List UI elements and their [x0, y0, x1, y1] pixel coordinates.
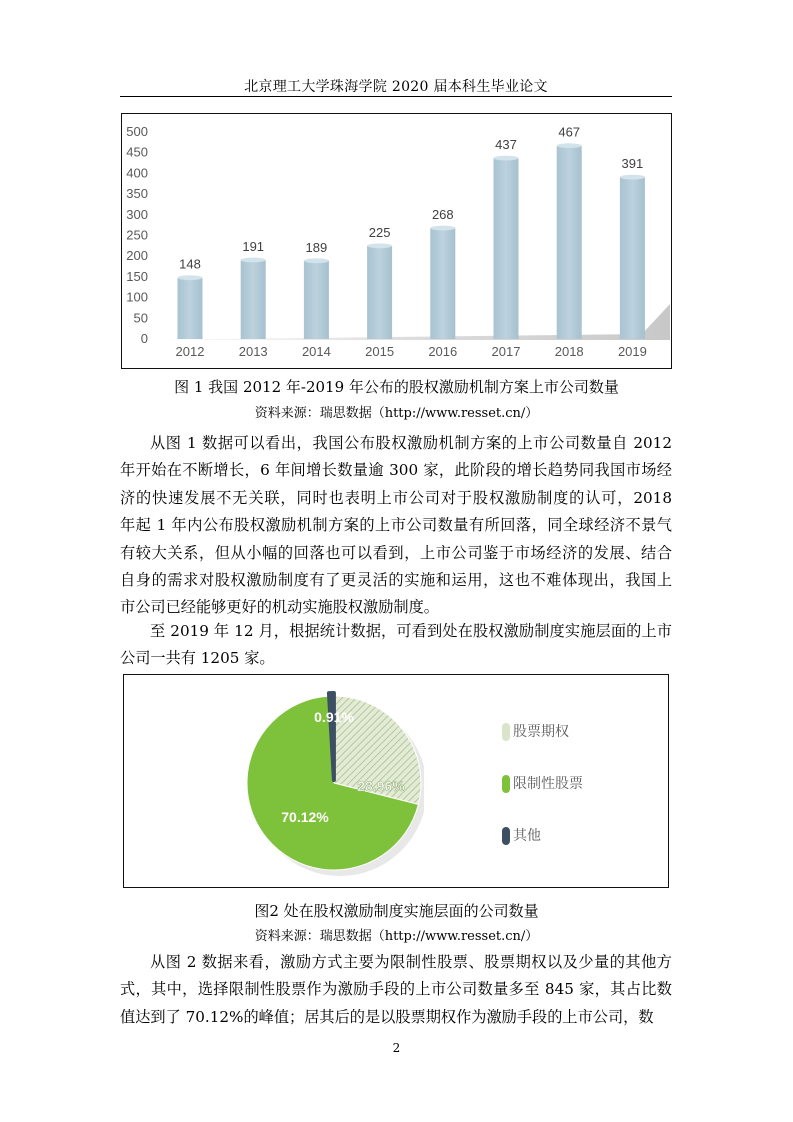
- figure-2-caption: 图2 处在股权激励制度实施层面的公司数量: [254, 902, 539, 920]
- x-tick-label: 2016: [428, 344, 458, 359]
- data-label: 467: [558, 124, 581, 140]
- data-label: 191: [242, 238, 265, 254]
- bar-cap: [304, 258, 329, 263]
- pie-chart: [124, 675, 424, 886]
- bar-cap: [430, 226, 455, 231]
- bar-cap: [178, 275, 203, 280]
- paragraph-line: 济的快速发展不无关联，同时也表明上市公司对于股权激励制度的认可，2018: [120, 488, 672, 507]
- legend-label: 其他: [513, 828, 541, 844]
- paragraph-line: 式，其中，选择限制性股票作为激励手段的上市公司数量多至 845 家，其占比数: [120, 980, 672, 999]
- slice-label: 70.12%: [281, 809, 329, 825]
- bar: [557, 146, 582, 339]
- paragraph-2: [120, 618, 672, 673]
- bar: [430, 228, 455, 339]
- data-label: 437: [495, 137, 517, 153]
- y-tick-label: 300: [126, 206, 148, 222]
- bar-cap: [494, 156, 519, 161]
- chart-floor-shadow: [140, 304, 670, 340]
- paragraph-line: 年开始在不断增长，6 年间增长数量逾 300 家，此阶段的增长趋势同我国市场经: [120, 461, 672, 480]
- legend-item: [502, 721, 569, 741]
- bar: [178, 278, 203, 339]
- bar: [304, 261, 329, 339]
- chart-floor: [140, 304, 670, 340]
- legend-label: 限制性股票: [513, 776, 583, 792]
- paragraph-line: 值达到了 70.12%的峰值；居其后的是以股票期权作为激励手段的上市公司，数: [120, 1007, 654, 1026]
- paragraph-line: 市公司已经能够更好的机动实施股权激励制度。: [120, 598, 439, 617]
- y-tick-label: 200: [126, 248, 148, 264]
- paragraph-line: 年起 1 年内公布股权激励机制方案的上市公司数量有所回落，同全球经济不景气: [120, 516, 672, 535]
- x-tick-label: 2019: [617, 344, 647, 359]
- data-label: 391: [621, 156, 644, 172]
- running-header: 北京理工大学珠海学院 2020 届本科生毕业论文: [244, 79, 548, 95]
- legend-item: [502, 773, 583, 793]
- bar-cap: [241, 258, 266, 263]
- figure-2-frame: [123, 674, 669, 888]
- x-tick-label: 2015: [365, 344, 395, 359]
- data-label: 268: [431, 207, 454, 223]
- x-tick-label: 2018: [554, 344, 584, 359]
- figure-1-source: 资料来源：瑞思数据（http://www.resset.cn/）: [254, 406, 539, 421]
- bar-series: [178, 125, 645, 339]
- slice-label: 28.96%: [357, 778, 405, 794]
- pie-legend: [502, 713, 662, 863]
- x-tick-label: 2017: [491, 344, 521, 359]
- bar-cap: [367, 243, 392, 248]
- legend-item: [502, 825, 541, 845]
- bar-cap: [557, 143, 582, 148]
- y-tick-label: 450: [126, 144, 148, 160]
- y-tick-label: 250: [126, 227, 148, 243]
- y-tick-label: 150: [126, 268, 148, 284]
- y-tick-label: 100: [126, 289, 148, 305]
- page-number: 2: [392, 1041, 401, 1055]
- x-tick-label: 2014: [301, 344, 331, 359]
- figure-1-frame: [121, 113, 672, 369]
- paragraph-line: 至 2019 年 12 月，根据统计数据，可看到处在股权激励制度实施层面的上市: [150, 622, 672, 640]
- paragraph-line: 自身的需求对股权激励制度有了更灵活的实施和运用，这也不难体现出，我国上: [120, 571, 672, 590]
- legend-swatch: [502, 775, 510, 793]
- data-label: 148: [179, 256, 201, 272]
- bar: [367, 246, 392, 339]
- y-axis: [126, 124, 148, 346]
- y-tick-label: 500: [126, 124, 148, 139]
- paragraph-line: 公司一共有 1205 家。: [120, 649, 275, 668]
- y-tick-label: 400: [126, 165, 148, 181]
- paragraph-1: [120, 430, 672, 622]
- paragraph-3: [120, 949, 672, 1031]
- legend-label: 股票期权: [513, 724, 569, 740]
- bar-cap: [620, 175, 645, 180]
- bar: [494, 158, 519, 339]
- data-label: 225: [368, 224, 391, 240]
- x-tick-label: 2013: [238, 344, 268, 359]
- data-label: 189: [305, 239, 328, 255]
- paragraph-line: 有较大关系，但从小幅的回落也可以看到，上市公司鉴于市场经济的发展、结合: [120, 543, 672, 562]
- paragraph-line: 从图 2 数据来看，激励方式主要为限制性股票、股票期权以及少量的其他方: [150, 953, 672, 971]
- y-tick-label: 50: [133, 310, 148, 326]
- legend-swatch: [502, 723, 510, 741]
- slice-label: 0.91%: [314, 709, 354, 725]
- figure-1-caption: 图 1 我国 2012 年-2019 年公布的股权激励机制方案上市公司数量: [174, 378, 619, 396]
- x-tick-label: 2012: [175, 344, 205, 359]
- legend-swatch: [502, 827, 510, 845]
- bar: [241, 260, 266, 339]
- bar-chart: [122, 114, 670, 367]
- bar: [620, 177, 645, 339]
- y-tick-label: 0: [140, 331, 148, 346]
- header-rule: [120, 96, 672, 97]
- y-tick-label: 350: [126, 186, 148, 202]
- x-axis: [176, 344, 647, 359]
- paragraph-line: 从图 1 数据可以看出，我国公布股权激励机制方案的上市公司数量自 2012: [150, 434, 672, 452]
- figure-2-source: 资料来源：瑞思数据（http://www.resset.cn/）: [254, 929, 539, 944]
